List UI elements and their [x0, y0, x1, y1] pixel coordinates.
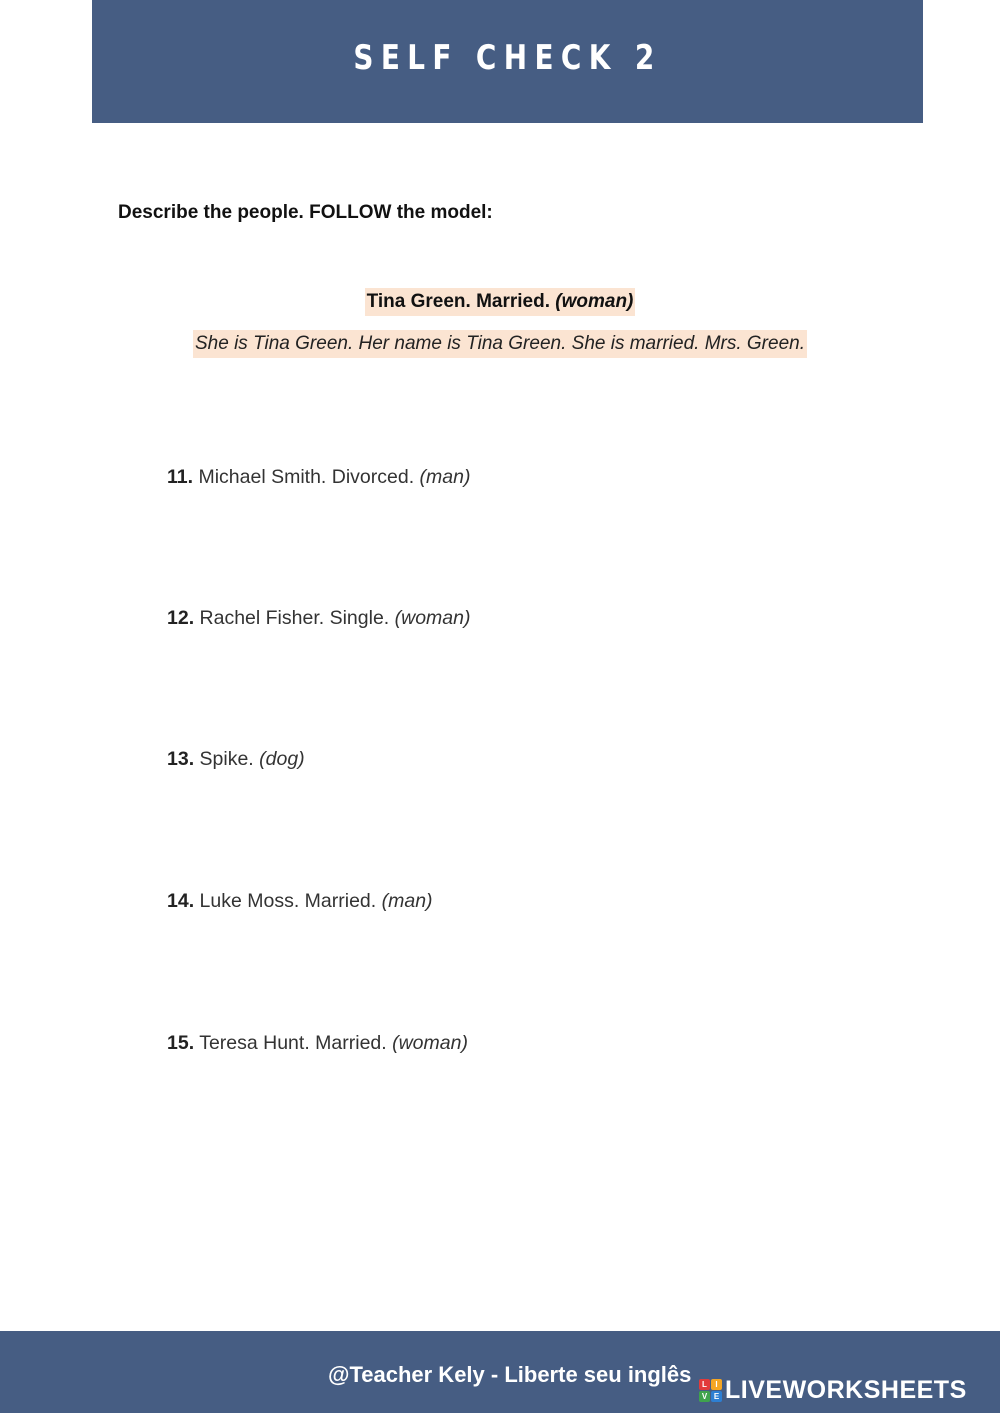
item-tag: (woman) — [392, 1032, 468, 1054]
model-prompt-text: Tina Green. Married. — [366, 291, 550, 312]
header-band — [92, 0, 923, 123]
item-number: 14. — [167, 890, 195, 912]
liveworksheets-logo-icon — [699, 1379, 722, 1402]
liveworksheets-logo[interactable] — [699, 1376, 967, 1405]
item-text: Luke Moss. Married. — [199, 890, 377, 912]
model-prompt — [365, 288, 636, 316]
item-text: Teresa Hunt. Married. — [199, 1032, 387, 1054]
liveworksheets-logo-text: LIVEWORKSHEETS — [725, 1376, 967, 1404]
model-answer: She is Tina Green. Her name is Tina Green. She is married. Mrs. Green. — [193, 330, 807, 358]
item-tag: (man) — [381, 890, 433, 912]
logo-square-i: I — [711, 1379, 722, 1390]
model-example — [0, 288, 1000, 358]
exercise-item-15 — [167, 1030, 468, 1056]
item-tag: (man) — [419, 466, 471, 488]
footer-band — [0, 1331, 1000, 1413]
item-tag: (dog) — [259, 748, 305, 770]
item-number: 15. — [167, 1032, 195, 1054]
item-tag: (woman) — [394, 607, 471, 629]
item-number: 12. — [167, 607, 195, 629]
logo-square-e: E — [711, 1391, 722, 1402]
exercise-item-12 — [167, 605, 471, 631]
item-text: Spike. — [199, 748, 254, 770]
logo-square-l: L — [699, 1379, 710, 1390]
instruction-text: Describe the people. FOLLOW the model: — [118, 202, 493, 223]
footer-credit: @Teacher Kely - Liberte seu inglês — [328, 1362, 692, 1387]
exercise-item-14 — [167, 888, 433, 914]
exercise-item-13 — [167, 746, 305, 772]
item-number: 13. — [167, 748, 195, 770]
item-text: Rachel Fisher. Single. — [199, 607, 390, 629]
logo-square-v: V — [699, 1391, 710, 1402]
page-title: SELF CHECK 2 — [353, 38, 662, 78]
item-number: 11. — [167, 466, 194, 488]
exercise-item-11 — [167, 464, 470, 490]
model-prompt-tag: (woman) — [555, 291, 634, 312]
item-text: Michael Smith. Divorced. — [198, 466, 415, 488]
